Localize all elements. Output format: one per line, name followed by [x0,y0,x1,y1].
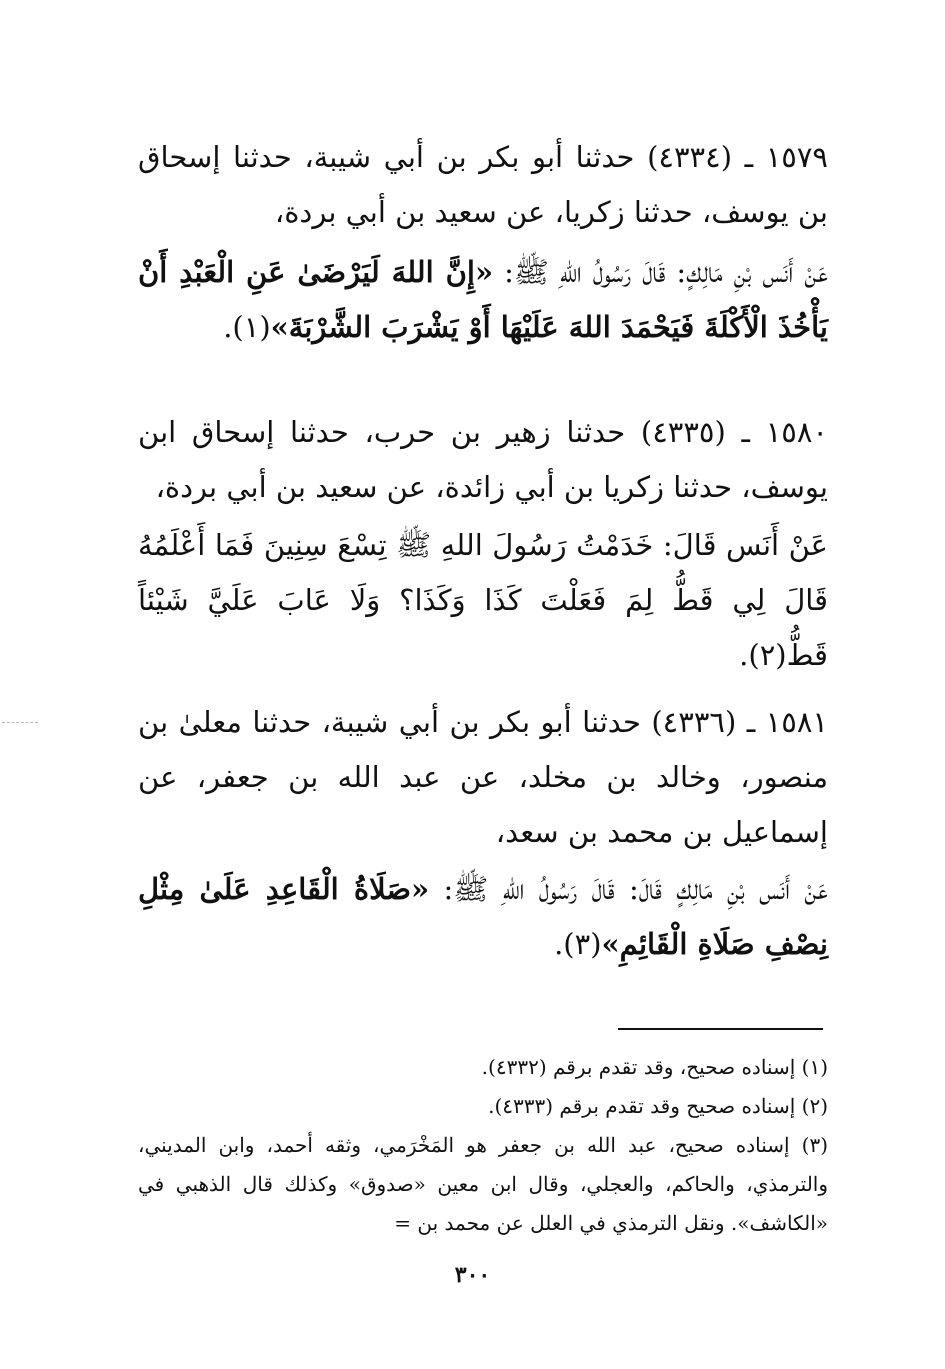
footnote-divider [618,1028,823,1030]
entry-1579-note-ref: (١). [223,310,271,344]
entry-1579-narrator: عَنْ أَنَس بْنِ مَالِكٍ: قَالَ رَسُولُ اللهِ ﷺ: [493,255,828,289]
entry-1580-narrator: عَنْ أَنَس قَالَ: خَدَمْتُ رَسُولَ اللهِ ﷺ تِسْعَ سِنِينَ فَمَا أَعْلَمُهُ قَالَ لِي قَطُّ لِمَ فَعَلْتَ كَذَا وَكَذَا؟ وَلَا عَابَ عَلَيَّ شَيْئاً قَطُّ [138,528,828,672]
entry-1580-text [138,518,828,683]
footnote-3: (٣) إسناده صحيح، عبد الله بن جعفر هو المَخْرَمي، وثقه أحمد، وابن المديني، والترمذي، والحاكم، والعجلي، وقال ابن معين «صدوق» وكذلك قال الذهبي في «الكاشف». ونقل الترمذي في العلل عن محمد بن = [138,1133,828,1235]
entry-1581-text [138,862,828,972]
footnote-1: (١) إسناده صحيح، وقد تقدم برقم (٤٣٣٢). [481,1055,828,1079]
entry-1581-note-ref: (٣). [554,927,602,961]
entry-1579-hadith: «إِنَّ اللهَ لَيَرْضَىٰ عَنِ الْعَبْدِ أَنْ يَأْخُذَ الْأَكْلَةَ فَيَحْمَدَ اللهَ عَلَيْهَا أَوْ يَشْرَبَ الشَّرْبَةَ» [138,255,828,344]
entry-1580-note-ref: (٢). [739,638,787,672]
page-number: ٣٠٠ [454,1262,491,1288]
entry-1581-hadith: «صَلَاةُ الْقَاعِدِ عَلَىٰ مِثْلِ نِصْفِ صَلَاةِ الْقَائِمِ» [138,872,828,961]
entry-1579-chain: ١٥٧٩ ـ (٤٣٣٤) حدثنا أبو بكر بن أبي شيبة، حدثنا إسحاق بن يوسف، حدثنا زكريا، عن سعيد بن أبي بردة، [138,140,828,229]
footnote-2: (٢) إسناده صحيح وقد تقدم برقم (٤٣٣٣). [488,1094,828,1118]
entry-1581-narrator: عَنْ أَنَس بْنِ مَالِكٍ قَالَ: قَالَ رَسُولُ اللهِ ﷺ: [429,872,828,906]
entry-1580-chain: ١٥٨٠ ـ (٤٣٣٥) حدثنا زهير بن حرب، حدثنا إسحاق ابن يوسف، حدثنا زكريا بن أبي زائدة، عن سعيد بن أبي بردة، [138,415,829,504]
entry-1579-text [138,245,828,355]
entry-1581-chain: ١٥٨١ ـ (٤٣٣٦) حدثنا أبو بكر بن أبي شيبة، حدثنا معلىٰ بن منصور، وخالد بن مخلد، عن عبد الله بن جعفر، عن إسماعيل بن محمد بن سعد، [138,705,828,849]
scan-artifact [2,722,38,723]
